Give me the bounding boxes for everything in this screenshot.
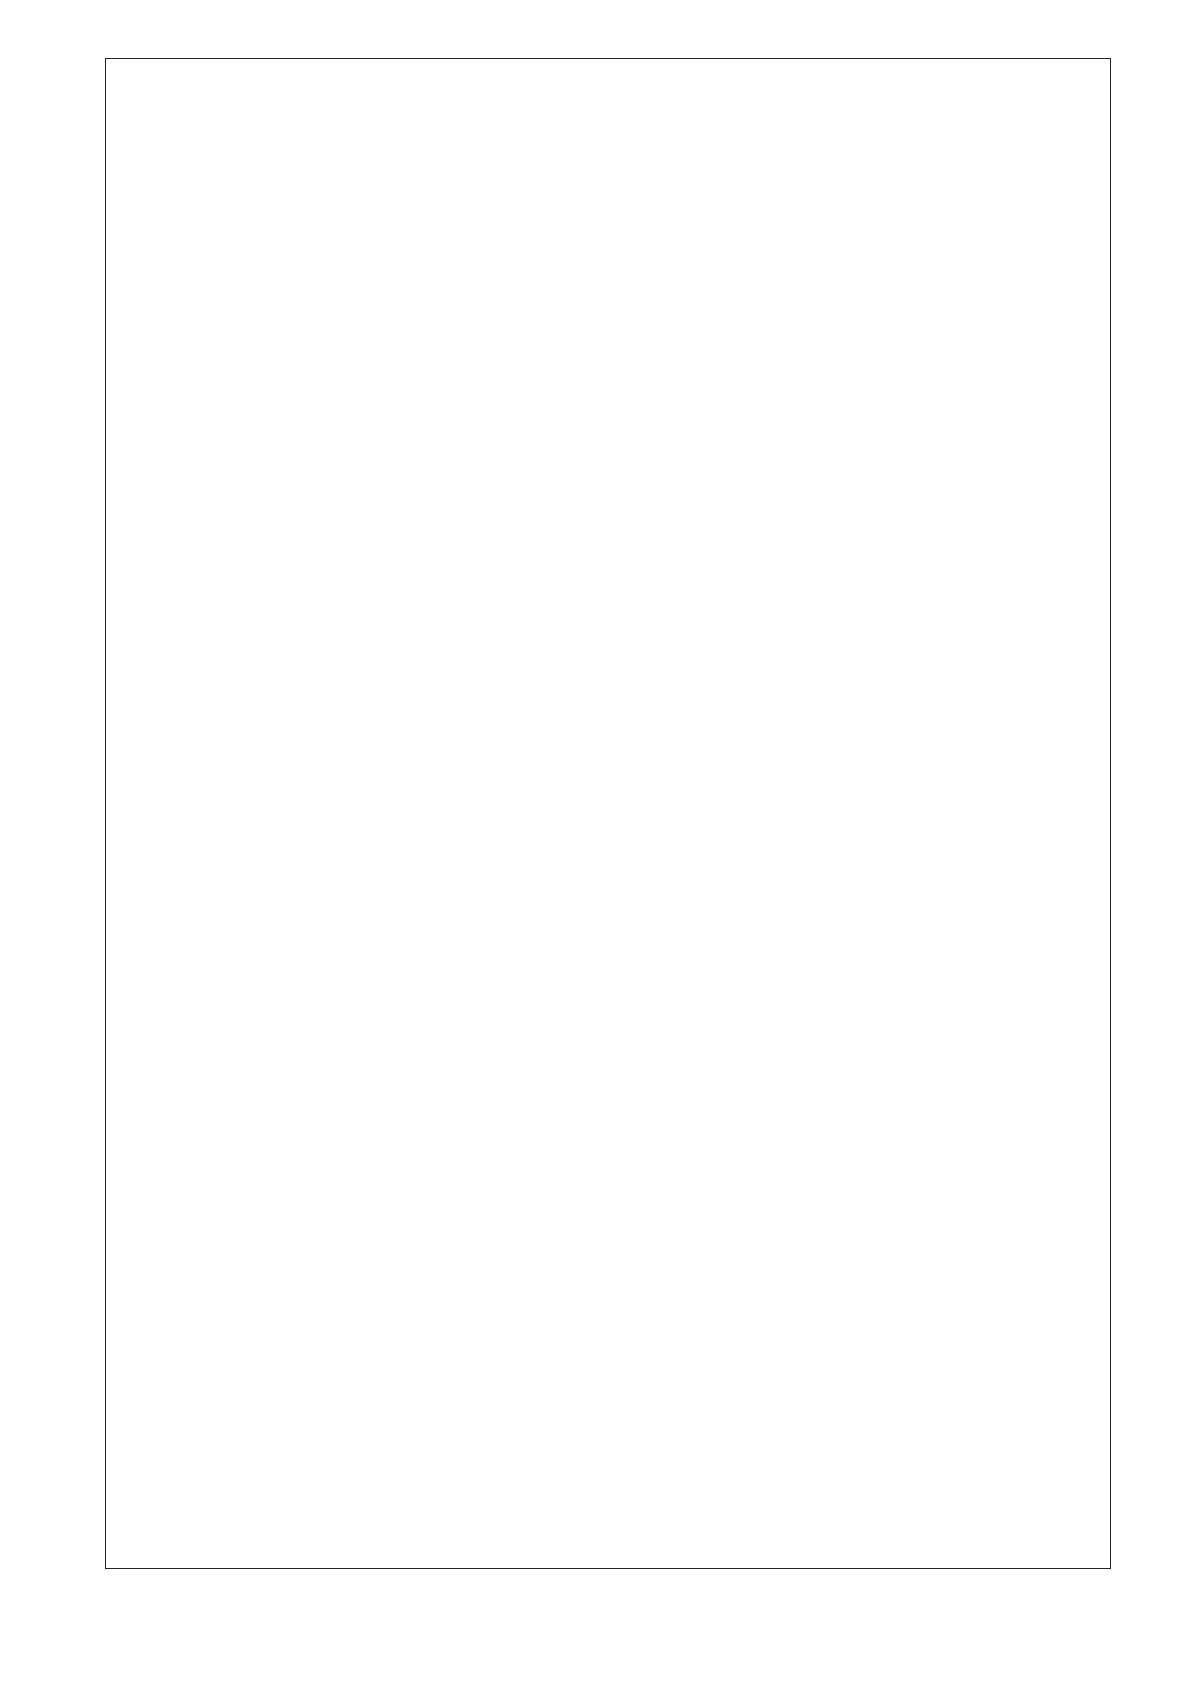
- equipment-table: [105, 58, 1111, 1569]
